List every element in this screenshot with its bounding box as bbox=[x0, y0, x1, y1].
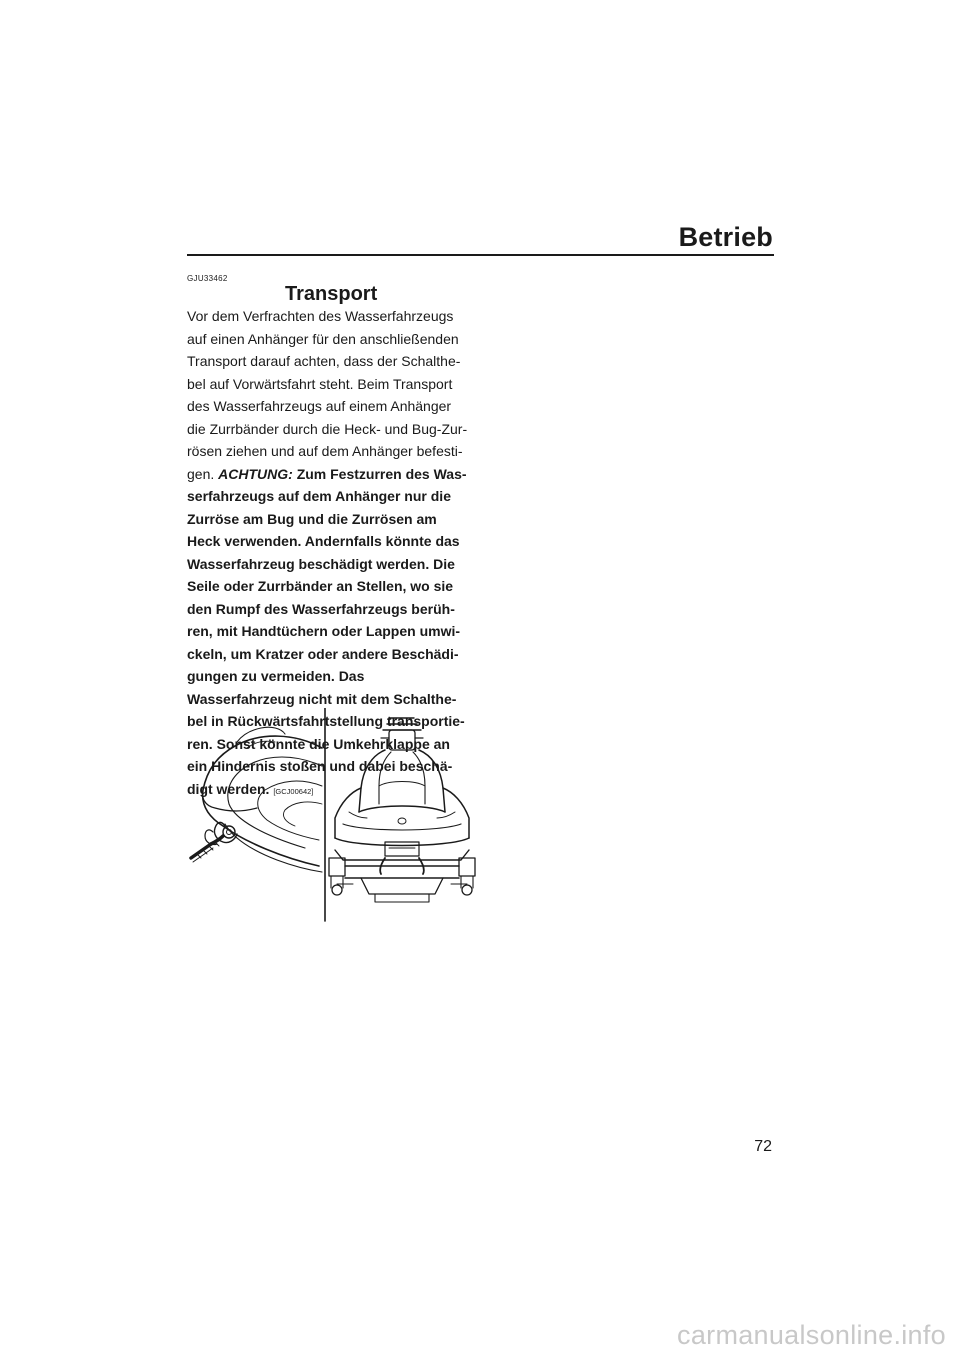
body-line: die Zurrbänder durch die Heck- und Bug-Zur- bbox=[187, 420, 468, 437]
bow-tie-down-icon bbox=[191, 727, 322, 872]
caution-line: bel in Rückwärtsfahrtstellung transportie- bbox=[187, 713, 465, 729]
body-line: Transport darauf achten, dass der Schalthe- bbox=[187, 353, 461, 369]
caution-line: Zurröse am Bug und die Zurrösen am bbox=[187, 510, 437, 527]
caution-line: Wasserfahrzeug nicht mit dem Schalthe- bbox=[187, 690, 457, 707]
watermark: carmanualsonline.info bbox=[677, 1320, 946, 1350]
stern-trailer-icon bbox=[329, 718, 475, 902]
reference-code: [GCJ00642] bbox=[273, 786, 314, 796]
body-line: Vor dem Verfrachten des Wasserfahrzeugs bbox=[187, 308, 454, 324]
caution-line: serfahrzeugs auf dem Anhänger nur die bbox=[187, 488, 451, 504]
caution-label: ACHTUNG: bbox=[218, 465, 293, 482]
watercraft-tie-down-illustration bbox=[185, 708, 485, 923]
body-line: auf einen Anhänger für den anschließenden bbox=[187, 330, 459, 347]
caution-line: ein Hindernis stoßen und dabei beschä- bbox=[187, 758, 453, 774]
caution-line: Seile oder Zurrbänder an Stellen, wo sie bbox=[187, 578, 454, 594]
body-lead-word: gen. bbox=[187, 465, 215, 482]
caution-line: gungen zu vermeiden. Das bbox=[187, 668, 365, 684]
caution-line: ckeln, um Kratzer oder andere Beschädi- bbox=[187, 645, 459, 662]
header-divider bbox=[187, 254, 774, 256]
body-line-mixed bbox=[187, 463, 482, 486]
caution-line: Heck verwenden. Andernfalls könnte das bbox=[187, 533, 460, 549]
caution-text: Zum Festzurren des Was- bbox=[296, 465, 467, 482]
caution-final-text: digt werden. bbox=[187, 780, 270, 797]
body-line: des Wasserfahrzeugs auf einem Anhänger bbox=[187, 398, 452, 414]
body-line: rösen ziehen und auf dem Anhänger befesti- bbox=[187, 443, 463, 459]
page-header-title: Betrieb bbox=[678, 222, 773, 252]
page-number: 72 bbox=[754, 1138, 772, 1155]
caution-line: ren. Sonst könnte die Umkehrklappe an bbox=[187, 735, 450, 752]
caution-line: Wasserfahrzeug beschädigt werden. Die bbox=[187, 555, 455, 572]
section-title: Transport bbox=[285, 283, 378, 305]
caution-line: ren, mit Handtüchern oder Lappen umwi- bbox=[187, 623, 461, 639]
section-code: GJU33462 bbox=[187, 274, 228, 283]
body-line: bel auf Vorwärtsfahrt steht. Beim Transport bbox=[187, 375, 453, 392]
caution-line: den Rumpf des Wasserfahrzeugs berüh- bbox=[187, 600, 455, 617]
